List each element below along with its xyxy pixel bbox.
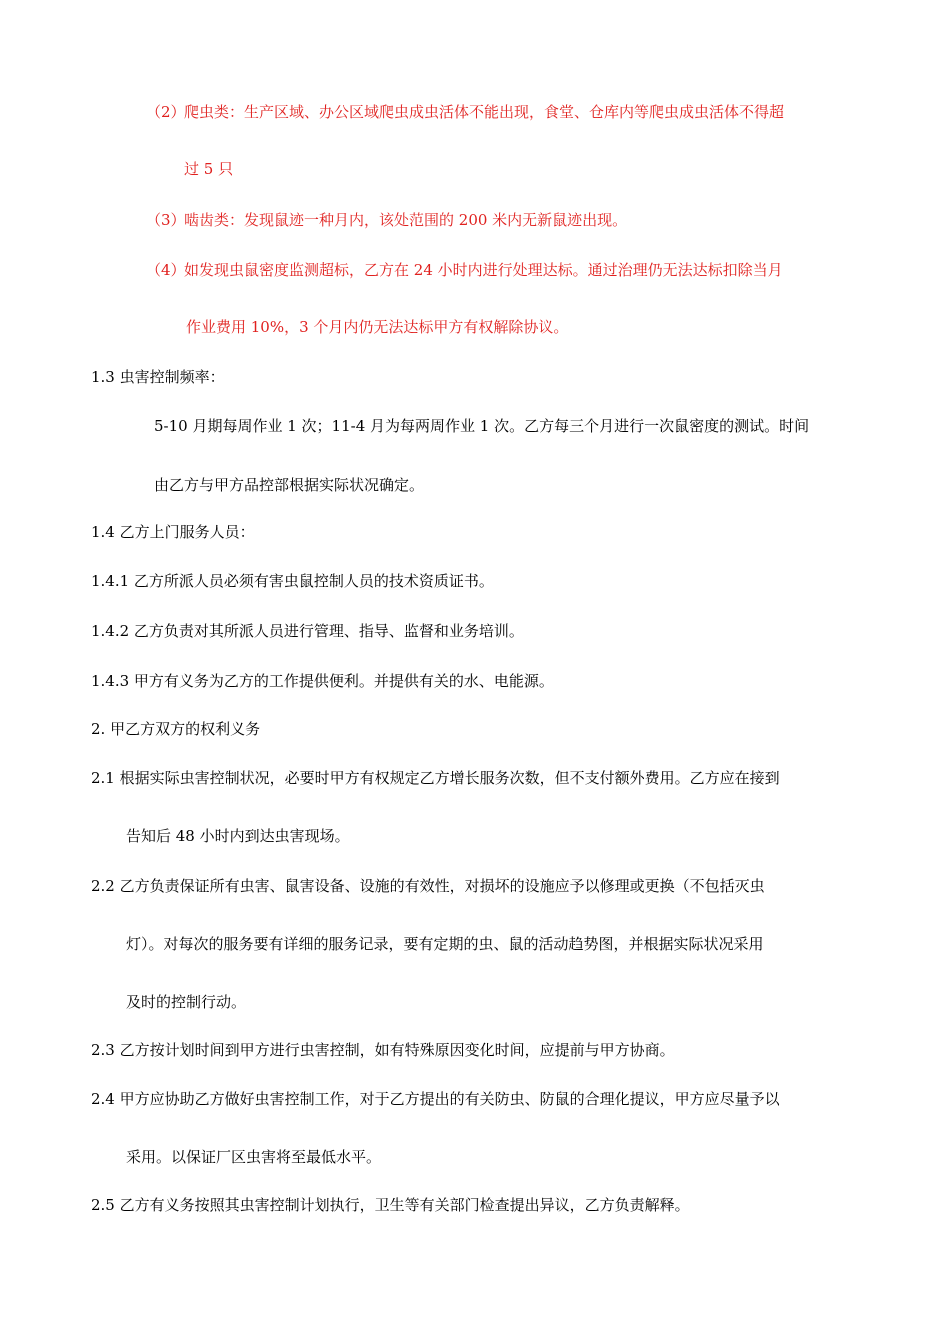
para-1-4-3: 1.4.3 甲方有义务为乙方的工作提供便利。并提供有关的水、电能源。 — [91, 672, 554, 690]
para-2-4-line1: 2.4 甲方应协助乙方做好虫害控制工作，对于乙方提出的有关防虫、防鼠的合理化提议，甲方应尽量予以 — [91, 1090, 780, 1108]
item-2-line2: 过 5 只 — [184, 160, 234, 178]
para-2-5-line1: 2.5 乙方有义务按照其虫害控制计划执行，卫生等有关部门检查提出异议，乙方负责解释。 — [91, 1196, 690, 1214]
para-2-4-line2: 采用。以保证厂区虫害将至最低水平。 — [126, 1148, 382, 1166]
item-4-line1: 如发现虫鼠密度监测超标，乙方在 24 小时内进行处理达标。通过治理仍无法达标扣除当月 — [184, 261, 783, 279]
item-4-label: （4） — [146, 261, 186, 279]
section-1-3-line1: 5-10 月期每周作业 1 次；11-4 月为每两周作业 1 次。乙方每三个月进行一次鼠密度的测试。时间 — [154, 417, 810, 435]
section-1-4-heading: 1.4 乙方上门服务人员： — [91, 523, 255, 541]
para-2-2-line1: 2.2 乙方负责保证所有虫害、鼠害设备、设施的有效性，对损坏的设施应予以修理或更换（不包括灭虫 — [91, 877, 765, 895]
para-2-2-line3: 及时的控制行动。 — [126, 993, 247, 1011]
item-2-label: （2） — [146, 103, 186, 121]
item-4-line2: 作业费用 10%，3 个月内仍无法达标甲方有权解除协议。 — [186, 318, 569, 336]
section-1-3-line2: 由乙方与甲方品控部根据实际状况确定。 — [154, 476, 425, 494]
section-2-heading: 2. 甲乙方双方的权利义务 — [91, 720, 261, 738]
para-2-3-line1: 2.3 乙方按计划时间到甲方进行虫害控制，如有特殊原因变化时间，应提前与甲方协商。 — [91, 1041, 675, 1059]
item-3-line1: 啮齿类：发现鼠迹一种月内，该处范围的 200 米内无新鼠迹出现。 — [184, 211, 628, 229]
para-2-1-line1: 2.1 根据实际虫害控制状况，必要时甲方有权规定乙方增长服务次数，但不支付额外费用。乙方应在接到 — [91, 769, 780, 787]
para-2-2-line2: 灯）。对每次的服务要有详细的服务记录，要有定期的虫、鼠的活动趋势图，并根据实际状况采用 — [126, 935, 764, 953]
para-2-1-line2: 告知后 48 小时内到达虫害现场。 — [126, 827, 350, 845]
item-3-label: （3） — [146, 211, 186, 229]
para-1-4-2: 1.4.2 乙方负责对其所派人员进行管理、指导、监督和业务培训。 — [91, 622, 524, 640]
item-2-line1: 爬虫类：生产区域、办公区域爬虫成虫活体不能出现，食堂、仓库内等爬虫成虫活体不得超 — [184, 103, 785, 121]
para-1-4-1: 1.4.1 乙方所派人员必须有害虫鼠控制人员的技术资质证书。 — [91, 572, 494, 590]
section-1-3-heading: 1.3 虫害控制频率： — [91, 368, 225, 386]
